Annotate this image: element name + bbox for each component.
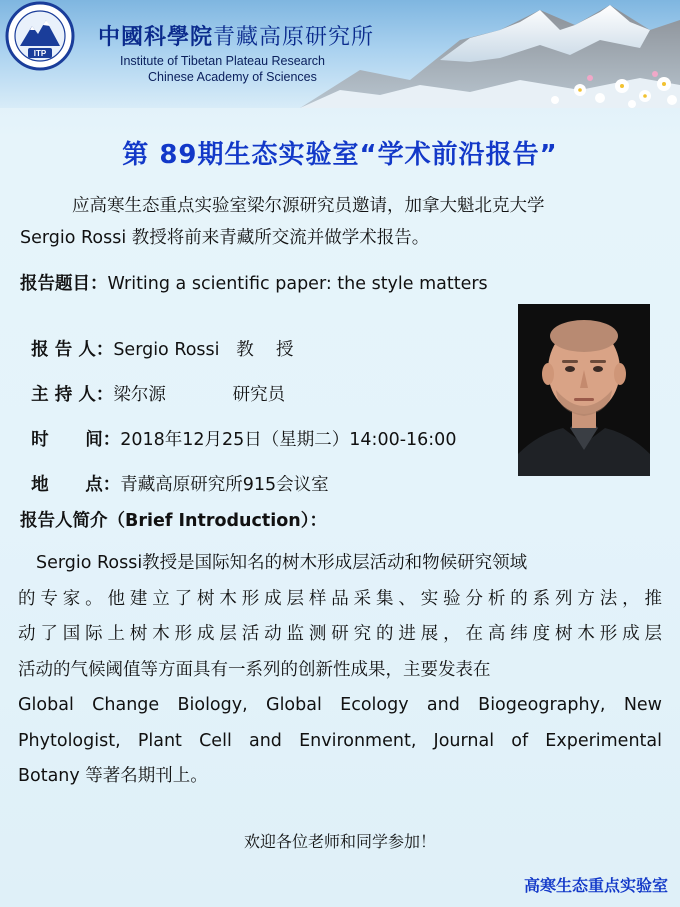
logo-badge-text: ITP	[33, 49, 47, 58]
speaker-label: 报 告 人：	[31, 340, 114, 360]
host-label: 主 持 人：	[31, 385, 114, 405]
page-title: 第 89期生态实验室“学术前沿报告”	[122, 140, 558, 170]
bio-heading: 报告人简介（Brief Introduction）：	[20, 511, 327, 531]
bio-line-2: 的专家。他建立了树木形成层样品采集、实验分析的系列方法，推	[18, 588, 662, 609]
speaker-row	[20, 316, 293, 361]
time-value: 2018年12月25日（星期二）14:00-16:00	[120, 430, 457, 450]
mountain-landscape-image	[0, 0, 680, 108]
time-row	[20, 406, 456, 451]
host-value: 梁尔源 研究员	[113, 385, 286, 405]
bio-line-4: 活动的气候阈值等方面具有一系列的创新性成果，主要发表在	[18, 659, 491, 680]
topic-label: 报告题目：	[20, 274, 108, 294]
bio-line-1: Sergio Rossi教授是国际知名的树木形成层活动和物候研究领域	[36, 553, 528, 573]
itp-name-cn: 青藏高原研究所	[213, 25, 375, 50]
institute-name-cn	[98, 20, 374, 51]
bio-line-3: 动了国际上树木形成层活动监测研究的进展，在高纬度树木形成层	[18, 624, 662, 644]
topic-value: Writing a scientific paper: the style matters	[107, 274, 488, 294]
cas-name-cn: 中國科學院	[98, 24, 214, 50]
time-label: 时 间：	[31, 430, 121, 450]
place-label: 地 点：	[31, 475, 121, 495]
intro-line-1: 应高寒生态重点实验室梁尔源研究员邀请，加拿大魁北克大学	[72, 196, 545, 216]
topic-row	[20, 270, 488, 295]
speaker-photo	[518, 304, 650, 476]
institute-logo	[0, 0, 80, 72]
intro-line-2: Sergio Rossi 教授将前来青藏所交流并做学术报告。	[20, 228, 430, 248]
header-banner	[0, 0, 680, 108]
organizer-signature: 高寒生态重点实验室	[523, 876, 668, 895]
academy-name-en: Chinese Academy of Sciences	[148, 70, 317, 84]
place-value: 青藏高原研究所915会议室	[120, 475, 329, 495]
host-row	[20, 361, 285, 406]
bio-line-7: Botany 等著名期刊上。	[18, 766, 208, 786]
bio-line-5: Global Change Biology, Global Ecology and Biogeography, New	[18, 695, 662, 715]
institute-name-en: Institute of Tibetan Plateau Research	[120, 54, 325, 68]
bio-line-6: Phytologist, Plant Cell and Environment, Journal of Experimental	[18, 730, 662, 751]
bio-paragraph	[18, 546, 662, 795]
welcome-message: 欢迎各位老师和同学参加！	[243, 832, 436, 851]
place-row	[20, 451, 329, 496]
speaker-value: Sergio Rossi 教 授	[113, 340, 294, 360]
